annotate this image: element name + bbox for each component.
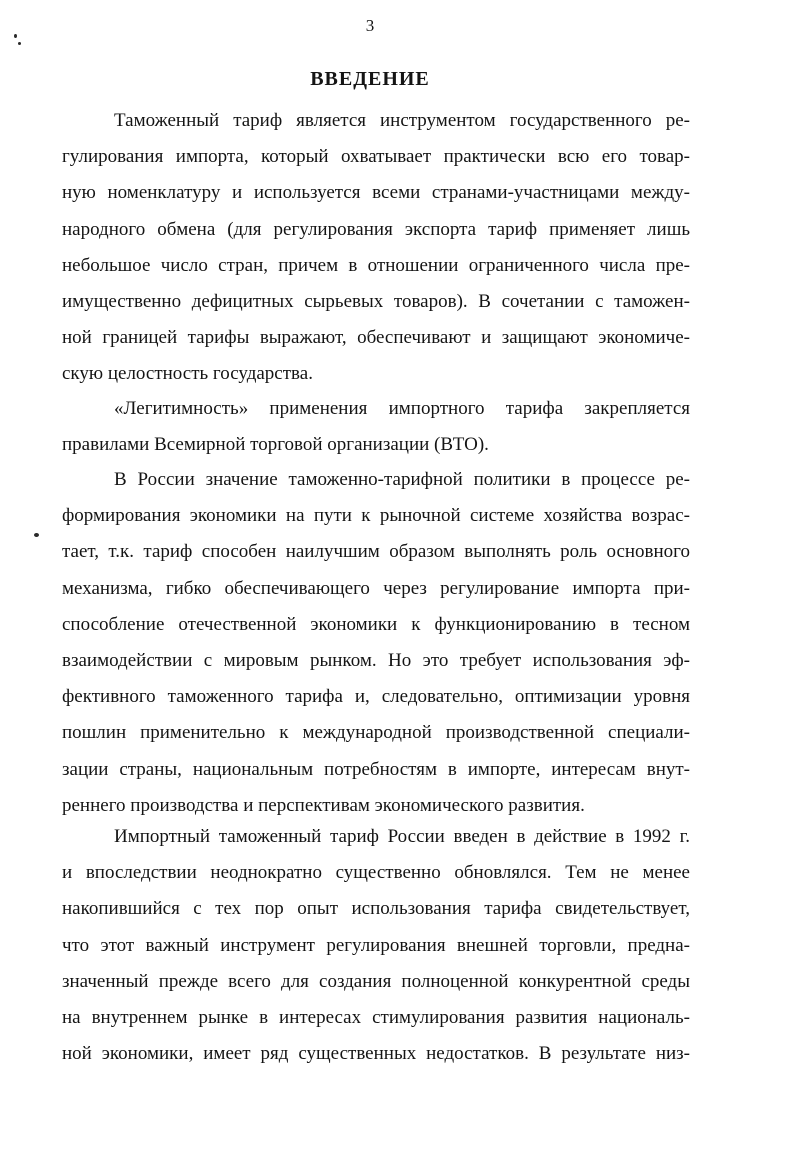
text-line: правилами Всемирной торговой организации (ВТО). — [62, 434, 489, 456]
text-line: способление отечественной экономики к функционированию в тесном — [62, 613, 690, 635]
text-line: тает, т.к. тариф способен наилучшим образом выполнять роль основного — [62, 541, 690, 563]
text-line: небольшое число стран, причем в отношении ограниченного числа пре- — [62, 254, 690, 276]
text-line: механизма, гибко обеспечивающего через регулирование импорта при- — [62, 577, 690, 599]
text-line: ной экономики, имеет ряд существенных недостатков. В результате низ- — [62, 1043, 690, 1065]
text-line: ную номенклатуру и используется всеми странами-участницами между- — [62, 182, 690, 204]
text-line: значенный прежде всего для создания полноценной конкурентной среды — [62, 970, 690, 992]
text-line: реннего производства и перспективам экономического развития. — [62, 794, 585, 816]
text-line: скую целостность государства. — [62, 363, 313, 385]
text-line: зации страны, национальным потребностям в импорте, интересам внут- — [62, 758, 690, 780]
text-line: Таможенный тариф является инструментом государственного ре- — [114, 110, 690, 131]
text-line: и впоследствии неоднократно существенно обновлялся. Тем не менее — [62, 862, 690, 884]
paragraph-2 — [62, 391, 690, 463]
text-line: гулирования импорта, который охватывает практически всю его товар- — [62, 146, 690, 168]
text-line: «Легитимность» применения импортного тарифа закрепляется — [114, 398, 690, 419]
text-line: ной границей тарифы выражают, обеспечивают и защищают экономиче- — [62, 327, 690, 349]
text-line: народного обмена (для регулирования экспорта тариф применяет лишь — [62, 218, 690, 240]
section-heading: ВВЕДЕНИЕ — [310, 68, 430, 90]
text-line: формирования экономики на пути к рыночной системе хозяйства возрас- — [62, 505, 690, 527]
text-line: на внутреннем рынке в интересах стимулирования развития националь- — [62, 1006, 690, 1028]
text-line: накопившийся с тех пор опыт использования тарифа свидетельствует, — [62, 898, 690, 920]
text-line: имущественно дефицитных сырьевых товаров). В сочетании с таможен- — [62, 290, 690, 312]
paragraph-4 — [62, 819, 690, 1072]
scan-speck-top-2 — [18, 42, 21, 45]
paragraph-3 — [62, 462, 690, 824]
page-number: 3 — [365, 16, 375, 35]
scan-speck-middle — [34, 533, 39, 537]
text-line: Импортный таможенный тариф России введен в действие в 1992 г. — [114, 826, 690, 847]
text-line: взаимодействии с мировым рынком. Но это требует использования эф- — [62, 649, 690, 671]
text-line: пошлин применительно к международной производственной специали- — [62, 722, 690, 744]
text-line: фективного таможенного тарифа и, следовательно, оптимизации уровня — [62, 686, 690, 708]
text-line: что этот важный инструмент регулирования внешней торговли, предна- — [62, 934, 690, 956]
text-line: В России значение таможенно-тарифной политики в процессе ре- — [114, 469, 690, 490]
paragraph-1 — [62, 103, 690, 393]
